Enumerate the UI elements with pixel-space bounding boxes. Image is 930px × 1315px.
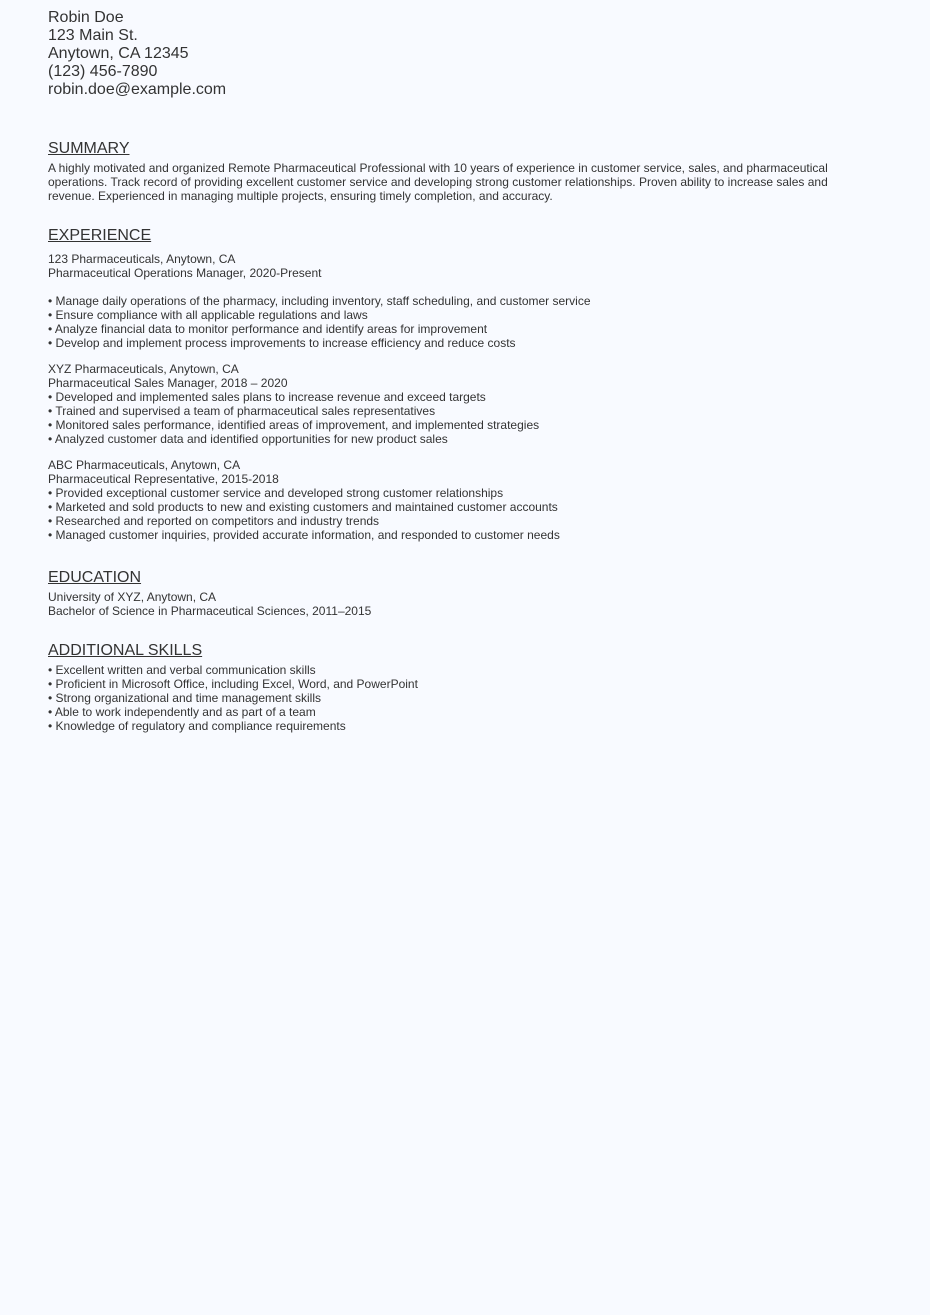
skills-list <box>48 663 848 733</box>
job-company: 123 Pharmaceuticals, Anytown, CA <box>48 252 236 266</box>
contact-name: Robin Doe <box>48 9 124 26</box>
job-bullet: • Marketed and sold products to new and existing customers and maintained customer accounts <box>48 500 558 514</box>
job-bullet: • Manage daily operations of the pharmacy, including inventory, staff scheduling, and customer service <box>48 294 591 308</box>
job-bullet: • Managed customer inquiries, provided accurate information, and responded to customer needs <box>48 528 560 542</box>
job-bullets <box>48 390 848 446</box>
skills-heading: ADDITIONAL SKILLS <box>48 642 203 659</box>
education-entry <box>48 590 848 618</box>
job-bullet: • Provided exceptional customer service and developed strong customer relationships <box>48 486 504 500</box>
contact-city: Anytown, CA 12345 <box>48 45 189 62</box>
summary-heading: SUMMARY <box>48 140 130 157</box>
job-company: ABC Pharmaceuticals, Anytown, CA <box>48 458 241 472</box>
job-entry <box>48 458 848 542</box>
education-school: University of XYZ, Anytown, CA <box>48 590 217 604</box>
job-title: Pharmaceutical Sales Manager, 2018 – 2020 <box>48 376 288 390</box>
contact-email: robin.doe@example.com <box>48 81 227 98</box>
contact-block <box>48 9 848 99</box>
job-company: XYZ Pharmaceuticals, Anytown, CA <box>48 362 239 376</box>
skill-item: • Knowledge of regulatory and compliance requirements <box>48 719 346 733</box>
job-bullet: • Develop and implement process improvements to increase efficiency and reduce costs <box>48 336 516 350</box>
skill-item: • Strong organizational and time management skills <box>48 691 322 705</box>
skill-item: • Excellent written and verbal communication skills <box>48 663 316 677</box>
job-bullet: • Ensure compliance with all applicable regulations and laws <box>48 308 368 322</box>
contact-phone: (123) 456-7890 <box>48 63 158 80</box>
skill-item: • Proficient in Microsoft Office, including Excel, Word, and PowerPoint <box>48 677 418 691</box>
job-bullet: • Analyzed customer data and identified opportunities for new product sales <box>48 432 448 446</box>
experience-heading: EXPERIENCE <box>48 227 152 244</box>
job-bullet: • Analyze financial data to monitor performance and identify areas for improvement <box>48 322 488 336</box>
job-bullets <box>48 486 848 542</box>
education-heading: EDUCATION <box>48 569 142 586</box>
summary-text: A highly motivated and organized Remote Pharmaceutical Professional with 10 years of experience in customer service, sales, and pharmaceutical operations. Track record of providing excellent customer service and developing strong customer relationships. Proven ability to increase sales and revenue. Experienced in managing multiple projects, ensuring timely completion, and accuracy. <box>48 161 828 203</box>
job-bullet: • Developed and implemented sales plans to increase revenue and exceed targets <box>48 390 486 404</box>
skill-item: • Able to work independently and as part of a team <box>48 705 316 719</box>
education-degree: Bachelor of Science in Pharmaceutical Sciences, 2011–2015 <box>48 604 372 618</box>
job-bullets <box>48 294 848 350</box>
job-bullet: • Monitored sales performance, identified areas of improvement, and implemented strategies <box>48 418 540 432</box>
contact-street: 123 Main St. <box>48 27 138 44</box>
job-entry <box>48 252 848 350</box>
job-title: Pharmaceutical Representative, 2015-2018 <box>48 472 279 486</box>
job-entry <box>48 362 848 446</box>
resume-page <box>48 9 848 733</box>
job-bullet: • Researched and reported on competitors and industry trends <box>48 514 380 528</box>
job-bullet: • Trained and supervised a team of pharmaceutical sales representatives <box>48 404 436 418</box>
job-title: Pharmaceutical Operations Manager, 2020-Present <box>48 266 322 280</box>
